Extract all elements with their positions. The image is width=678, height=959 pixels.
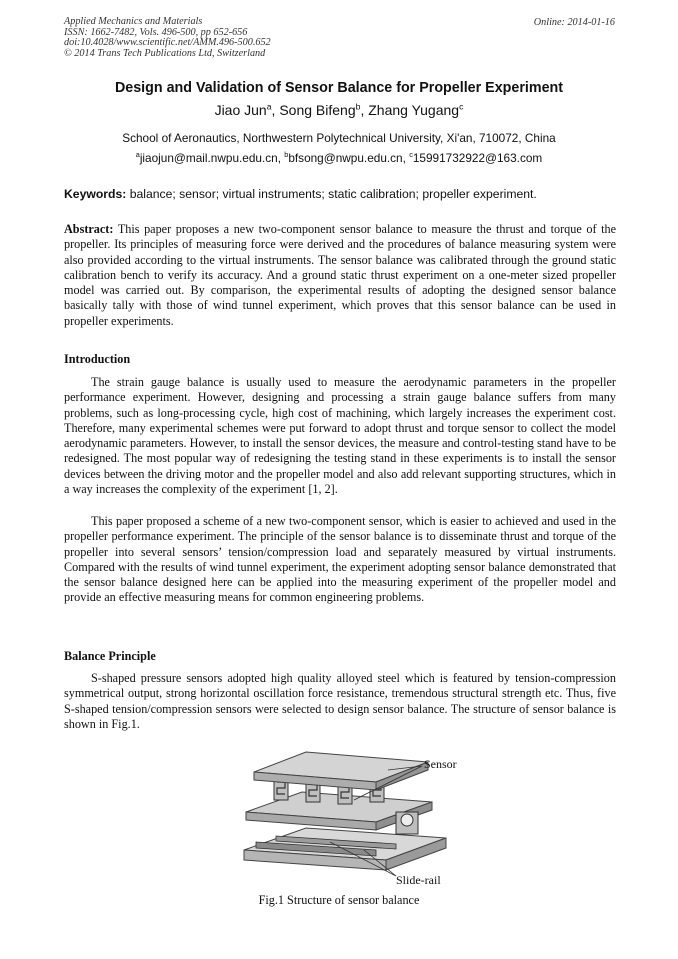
paper-title: Design and Validation of Sensor Balance for Propeller Experiment xyxy=(114,80,564,96)
author-mark: a xyxy=(266,101,272,112)
intro-paragraph-1: The strain gauge balance is usually used to measure the aerodynamic parameters in the propeller performance experiment. However, designing and processing a strain gauge balance suffers from many problems, such as long-processing cycle, high cost of machining, which largely increases the experiment cost. Therefore, many experimental schemes were put forward to adopt thrust and torque sensor to collect the model aerodynamic parameters. However, to install the sensor devices, the measure and control-testing stand have to be redesigned. The most popular way of redesigning the testing stand in these experiments is to install the sensor devices between the driving motor and the propeller model and also add relevant supporting structures, which in a way increases the complexity of the experiment [1, 2]. xyxy=(64,375,616,497)
abstract xyxy=(64,222,616,329)
online-date: Online: 2014-01-16 xyxy=(533,17,615,28)
email-list: $^a$jiaojun@mail.nwpu.edu.cn, $^b$bfsong@nwpu.edu.cn, $^c$15991732922@163.com xyxy=(135,150,543,165)
sensor-balance-illustration xyxy=(236,742,466,892)
author-list: Jiao Jun$^a$, Song Bifeng$^b$, Zhang Yugang$^c$ xyxy=(214,101,464,118)
email-address[interactable]: 15991732922@163.com xyxy=(412,151,543,165)
keywords-label: Keywords: xyxy=(64,187,127,201)
author-name: Zhang Yugang xyxy=(368,102,460,118)
email-mark: a xyxy=(135,150,140,160)
section-heading-introduction: Introduction xyxy=(64,352,131,366)
abstract-text: This paper proposes a new two-component sensor balance to measure the thrust and torque of the propeller. Its principles of measuring force were derived and the procedures of balance measuring system were also provided according to the virtual instruments. The sensor balance was calibrated through the ground static calibration bench to verify its accuracy. And a ground static thrust experiment on a one-meter sized propeller model was carried out. By comparison, the experimental results of adopting the designed sensor balance basically tally with those of wind tunnel experiment, which proves that this sensor balance can be used in propeller experiments. xyxy=(64,222,616,328)
email-mark: b xyxy=(284,150,289,160)
label-slide-rail: Slide-rail xyxy=(396,873,441,887)
author-name: Song Bifeng xyxy=(279,102,356,118)
copyright-line: © 2014 Trans Tech Publications Ltd, Switzerland xyxy=(64,47,266,59)
keywords xyxy=(64,187,616,201)
affiliation: School of Aeronautics, Northwestern Polytechnical University, Xi'an, 710072, China xyxy=(122,131,556,145)
section-heading-balance-principle: Balance Principle xyxy=(64,649,156,663)
label-sensor: Sensor xyxy=(424,757,457,771)
doi-line: doi:10.4028/www.scientific.net/AMM.496-500.652 xyxy=(64,37,271,49)
issn-line: ISSN: 1662-7482, Vols. 496-500, pp 652-656 xyxy=(64,26,248,38)
keywords-text: balance; sensor; virtual instruments; static calibration; propeller experiment. xyxy=(129,187,537,201)
email-address[interactable]: jiaojun@mail.nwpu.edu.cn xyxy=(139,151,278,165)
author-name: Jiao Jun xyxy=(214,102,267,118)
journal-meta xyxy=(64,17,271,59)
email-address[interactable]: bfsong@nwpu.edu.cn xyxy=(288,151,403,165)
email-mark: c xyxy=(409,150,413,160)
intro-paragraph-2: This paper proposed a scheme of a new two-component sensor, which is easier to achieved and used in the propeller performance experiment. The principle of the sensor balance is to disseminate thrust and torque of the propeller into several sensors’ tension/compression load and separately measured by virtual instruments. Compared with the results of wind tunnel experiment, the experiment adopting sensor balance demonstrated that the sensor balance designed here can be applied into the measuring experiment of the propeller model and provide an effective measuring means for common engineering problems. xyxy=(64,514,616,605)
author-mark: b xyxy=(355,101,361,112)
figure-sensor-balance xyxy=(236,742,466,892)
author-mark: c xyxy=(459,101,464,112)
journal-name: Applied Mechanics and Materials xyxy=(64,16,203,27)
abstract-label: Abstract: xyxy=(64,222,114,236)
figure-caption: Fig.1 Structure of sensor balance xyxy=(258,893,420,907)
balance-paragraph-1: S-shaped pressure sensors adopted high quality alloyed steel which is featured by tension-compression symmetrical output, strong horizontal oscillation force resistance, tremendous structural strength etc. Thus, five S-shaped tension/compression sensors were selected to design sensor balance. The structure of sensor balance is shown in Fig.1. xyxy=(64,671,616,731)
